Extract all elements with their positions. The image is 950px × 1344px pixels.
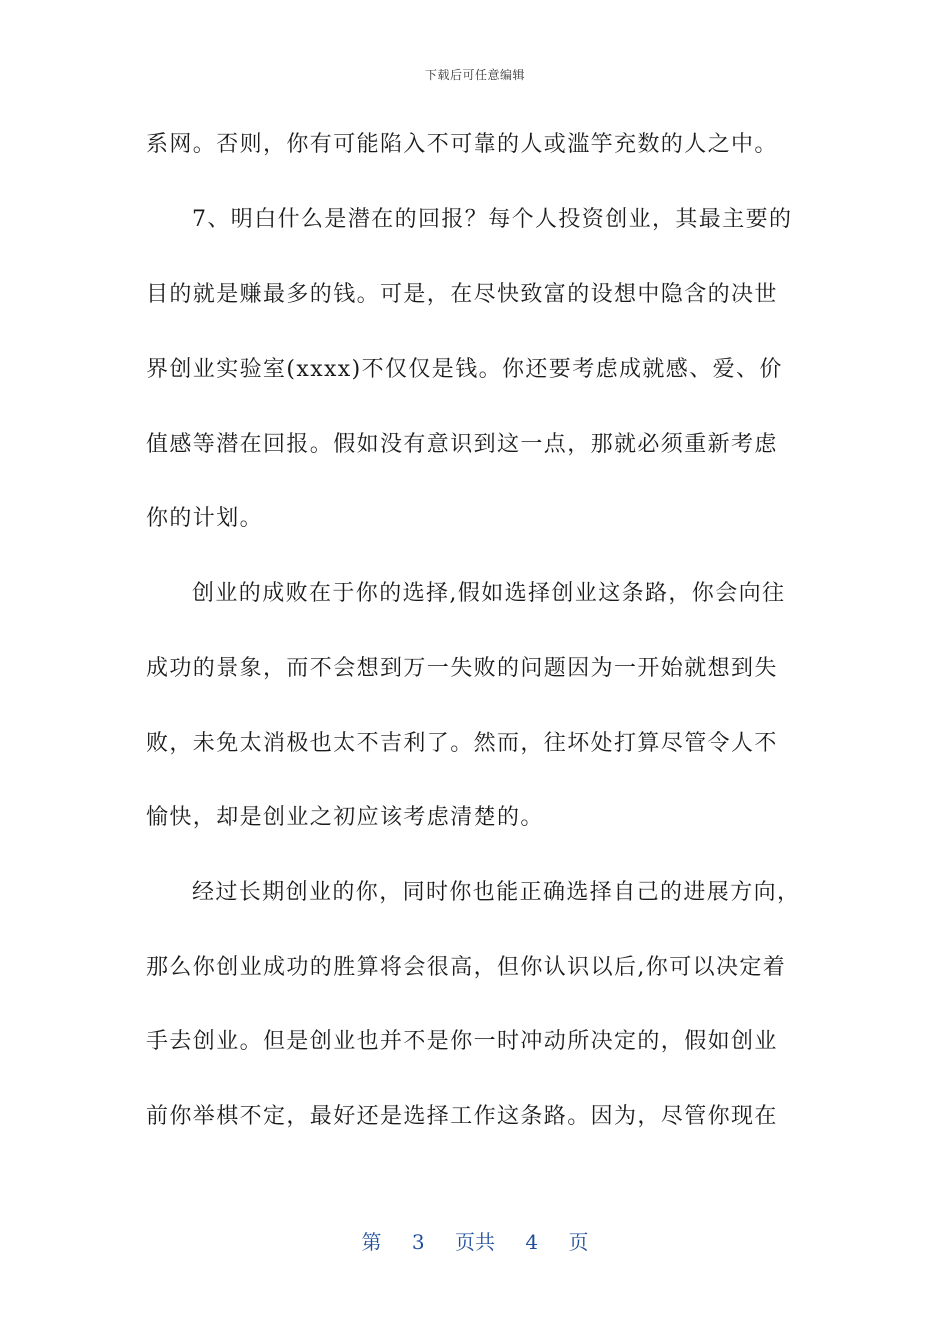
text-line: 7、明白什么是潜在的回报？每个人投资创业，其最主要的 bbox=[192, 207, 793, 232]
text-line: 愉快，却是创业之初应该考虑清楚的。 bbox=[146, 805, 544, 830]
text-line: 界创业实验室(xxxx)不仅仅是钱。你还要考虑成就感、爱、价 bbox=[146, 357, 783, 382]
text-line: 系网。否则，你有可能陷入不可靠的人或滥竽充数的人之中。 bbox=[146, 132, 778, 157]
total-page-count: 4 bbox=[525, 1230, 539, 1254]
text-line: 前你举棋不定，最好还是选择工作这条路。因为，尽管你现在 bbox=[146, 1104, 778, 1129]
text-line: 值感等潜在回报。假如没有意识到这一点，那就必须重新考虑 bbox=[146, 432, 778, 457]
text-line: 成功的景象，而不会想到万一失败的问题因为一开始就想到失 bbox=[146, 656, 778, 681]
text-line: 手去创业。但是创业也并不是你一时冲动所决定的，假如创业 bbox=[146, 1029, 778, 1054]
footer-suffix: 页 bbox=[568, 1230, 589, 1254]
current-page-number: 3 bbox=[411, 1230, 425, 1254]
footer-middle: 页共 bbox=[455, 1230, 495, 1254]
footer-prefix: 第 bbox=[361, 1230, 382, 1254]
page-number-footer bbox=[0, 1226, 950, 1255]
text-line: 经过长期创业的你，同时你也能正确选择自己的进展方向， bbox=[192, 880, 801, 905]
text-line: 你的计划。 bbox=[146, 506, 264, 531]
text-line: 那么你创业成功的胜算将会很高，但你认识以后,你可以决定着 bbox=[146, 955, 787, 980]
text-line: 败，未免太消极也太不吉利了。然而，往坏处打算尽管令人不 bbox=[146, 731, 778, 756]
text-line: 目的就是赚最多的钱。可是，在尽快致富的设想中隐含的决世 bbox=[146, 282, 778, 307]
text-line: 创业的成败在于你的选择,假如选择创业这条路，你会向往 bbox=[192, 581, 786, 606]
page-header: 下载后可任意编辑 bbox=[424, 68, 525, 82]
